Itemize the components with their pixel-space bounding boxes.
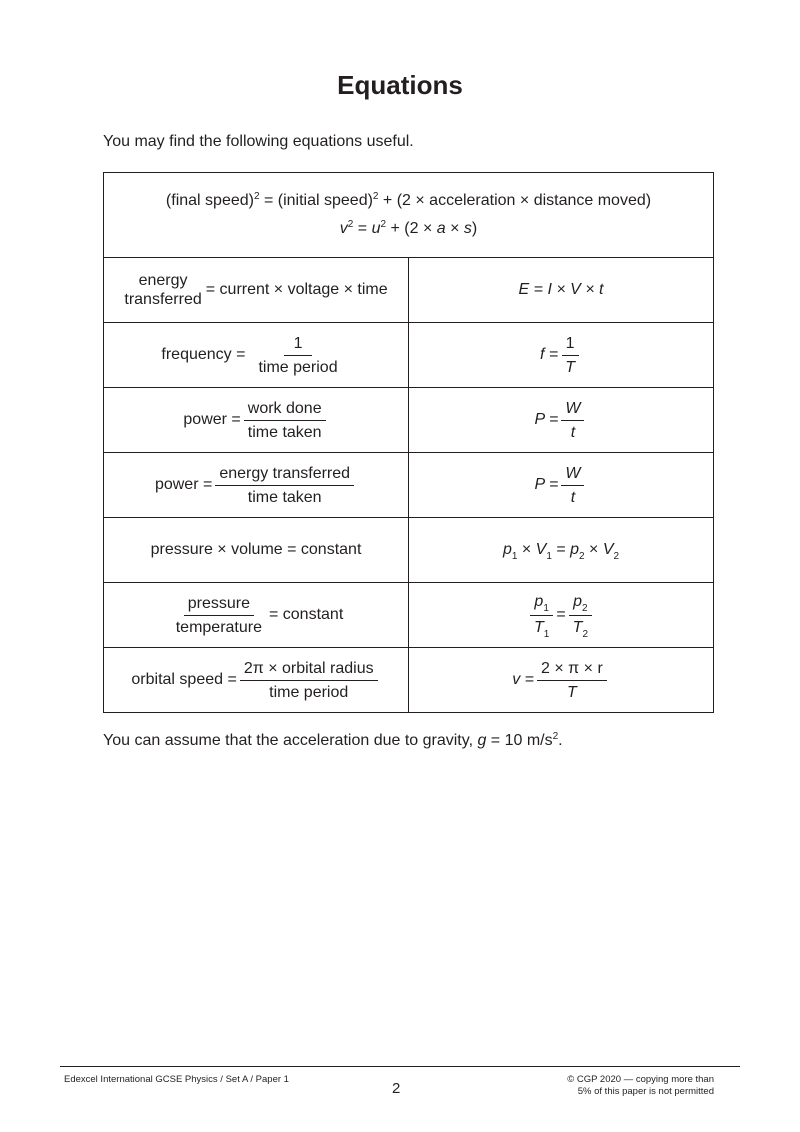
fraction: $\frac{1}{T}$: [561, 334, 579, 377]
orbital-speed-equation-words: orbital speed = $\frac{\text{2π × orbital radius}}{\text{time period}}$: [104, 648, 409, 713]
fraction: $\frac{\text{energy transferred}}{\text{time taken}}$: [215, 464, 354, 507]
table-row: [104, 388, 714, 453]
pressure-temperature-equation-words: $\frac{\text{pressure}}{\text{temperature}}$ = constant: [104, 583, 409, 648]
energy-equation-words: energy transferred = current × voltage × time: [104, 258, 409, 323]
fraction: $\frac{1}{\text{time period}}$: [258, 334, 338, 376]
table-row: [104, 583, 714, 648]
table-row: [104, 518, 714, 583]
power-work-equation-symbols: P = $\frac{W}{t}$: [409, 388, 714, 453]
power-energy-equation-symbols: P = $\frac{W}{t}$: [409, 453, 714, 518]
power-energy-equation-words: power = $\frac{\text{energy transferred}}{\text{time taken}}$: [104, 453, 409, 518]
footer-copyright: © CGP 2020 — copying more than 5% of this paper is not permitted: [567, 1074, 714, 1097]
speed-equation-words: (final speed)$^2$ = (initial speed)$^2$ + (2 × acceleration × distance moved): [165, 191, 652, 209]
pressure-volume-equation-words: pressure × volume = constant: [104, 518, 409, 583]
fraction: $\frac{2 \times \pi \times r}{T}$: [537, 659, 607, 702]
table-row: [104, 453, 714, 518]
page-number: 2: [392, 1080, 401, 1097]
fraction: $\frac{\text{2π × orbital radius}}{\text{time period}}$: [240, 659, 378, 702]
frequency-equation-symbols: f = $\frac{1}{T}$: [409, 323, 714, 388]
gravity-note: You can assume that the acceleration due to gravity, g = 10 $m/s^2$.: [103, 731, 563, 749]
table-row: [104, 323, 714, 388]
fraction: $\frac{\text{work done}}{\text{time taken}}$: [244, 399, 326, 442]
table-row: [104, 648, 714, 713]
fraction: $\frac{p_2}{T_2}$: [569, 592, 592, 639]
table-row: [104, 173, 714, 258]
speed-equation-cell: [104, 173, 714, 258]
fraction: $\frac{p_1}{T_1}$: [530, 592, 553, 639]
fraction: $\frac{\text{pressure}}{\text{temperature}}$: [175, 594, 262, 636]
power-work-equation-words: power = $\frac{\text{work done}}{\text{time taken}}$: [104, 388, 409, 453]
speed-equation-symbols: $v^2 = u^2 + (2 \times a \times s)$: [339, 219, 478, 237]
fraction: $\frac{W}{t}$: [561, 464, 584, 507]
pressure-volume-equation-symbols: $p_1 \times V_1 = p_2 \times V_2$: [409, 518, 714, 583]
equations-table: [103, 172, 714, 713]
energy-equation-symbols: E = I × V × t: [409, 258, 714, 323]
table-row: [104, 258, 714, 323]
pressure-temperature-equation-symbols: $\frac{p_1}{T_1}$ = $\frac{p_2}{T_2}$: [409, 583, 714, 648]
frequency-equation-words: frequency = $\frac{1}{\text{time period}}$: [104, 323, 409, 388]
fraction: $\frac{W}{t}$: [561, 399, 584, 442]
footer-divider: [60, 1066, 740, 1067]
intro-text: You may find the following equations useful.: [103, 133, 414, 150]
footer-paper-title: Edexcel International GCSE Physics / Set A / Paper 1: [64, 1074, 289, 1085]
orbital-speed-equation-symbols: v = $\frac{2 \times \pi \times r}{T}$: [409, 648, 714, 713]
page-title: Equations: [337, 70, 463, 100]
